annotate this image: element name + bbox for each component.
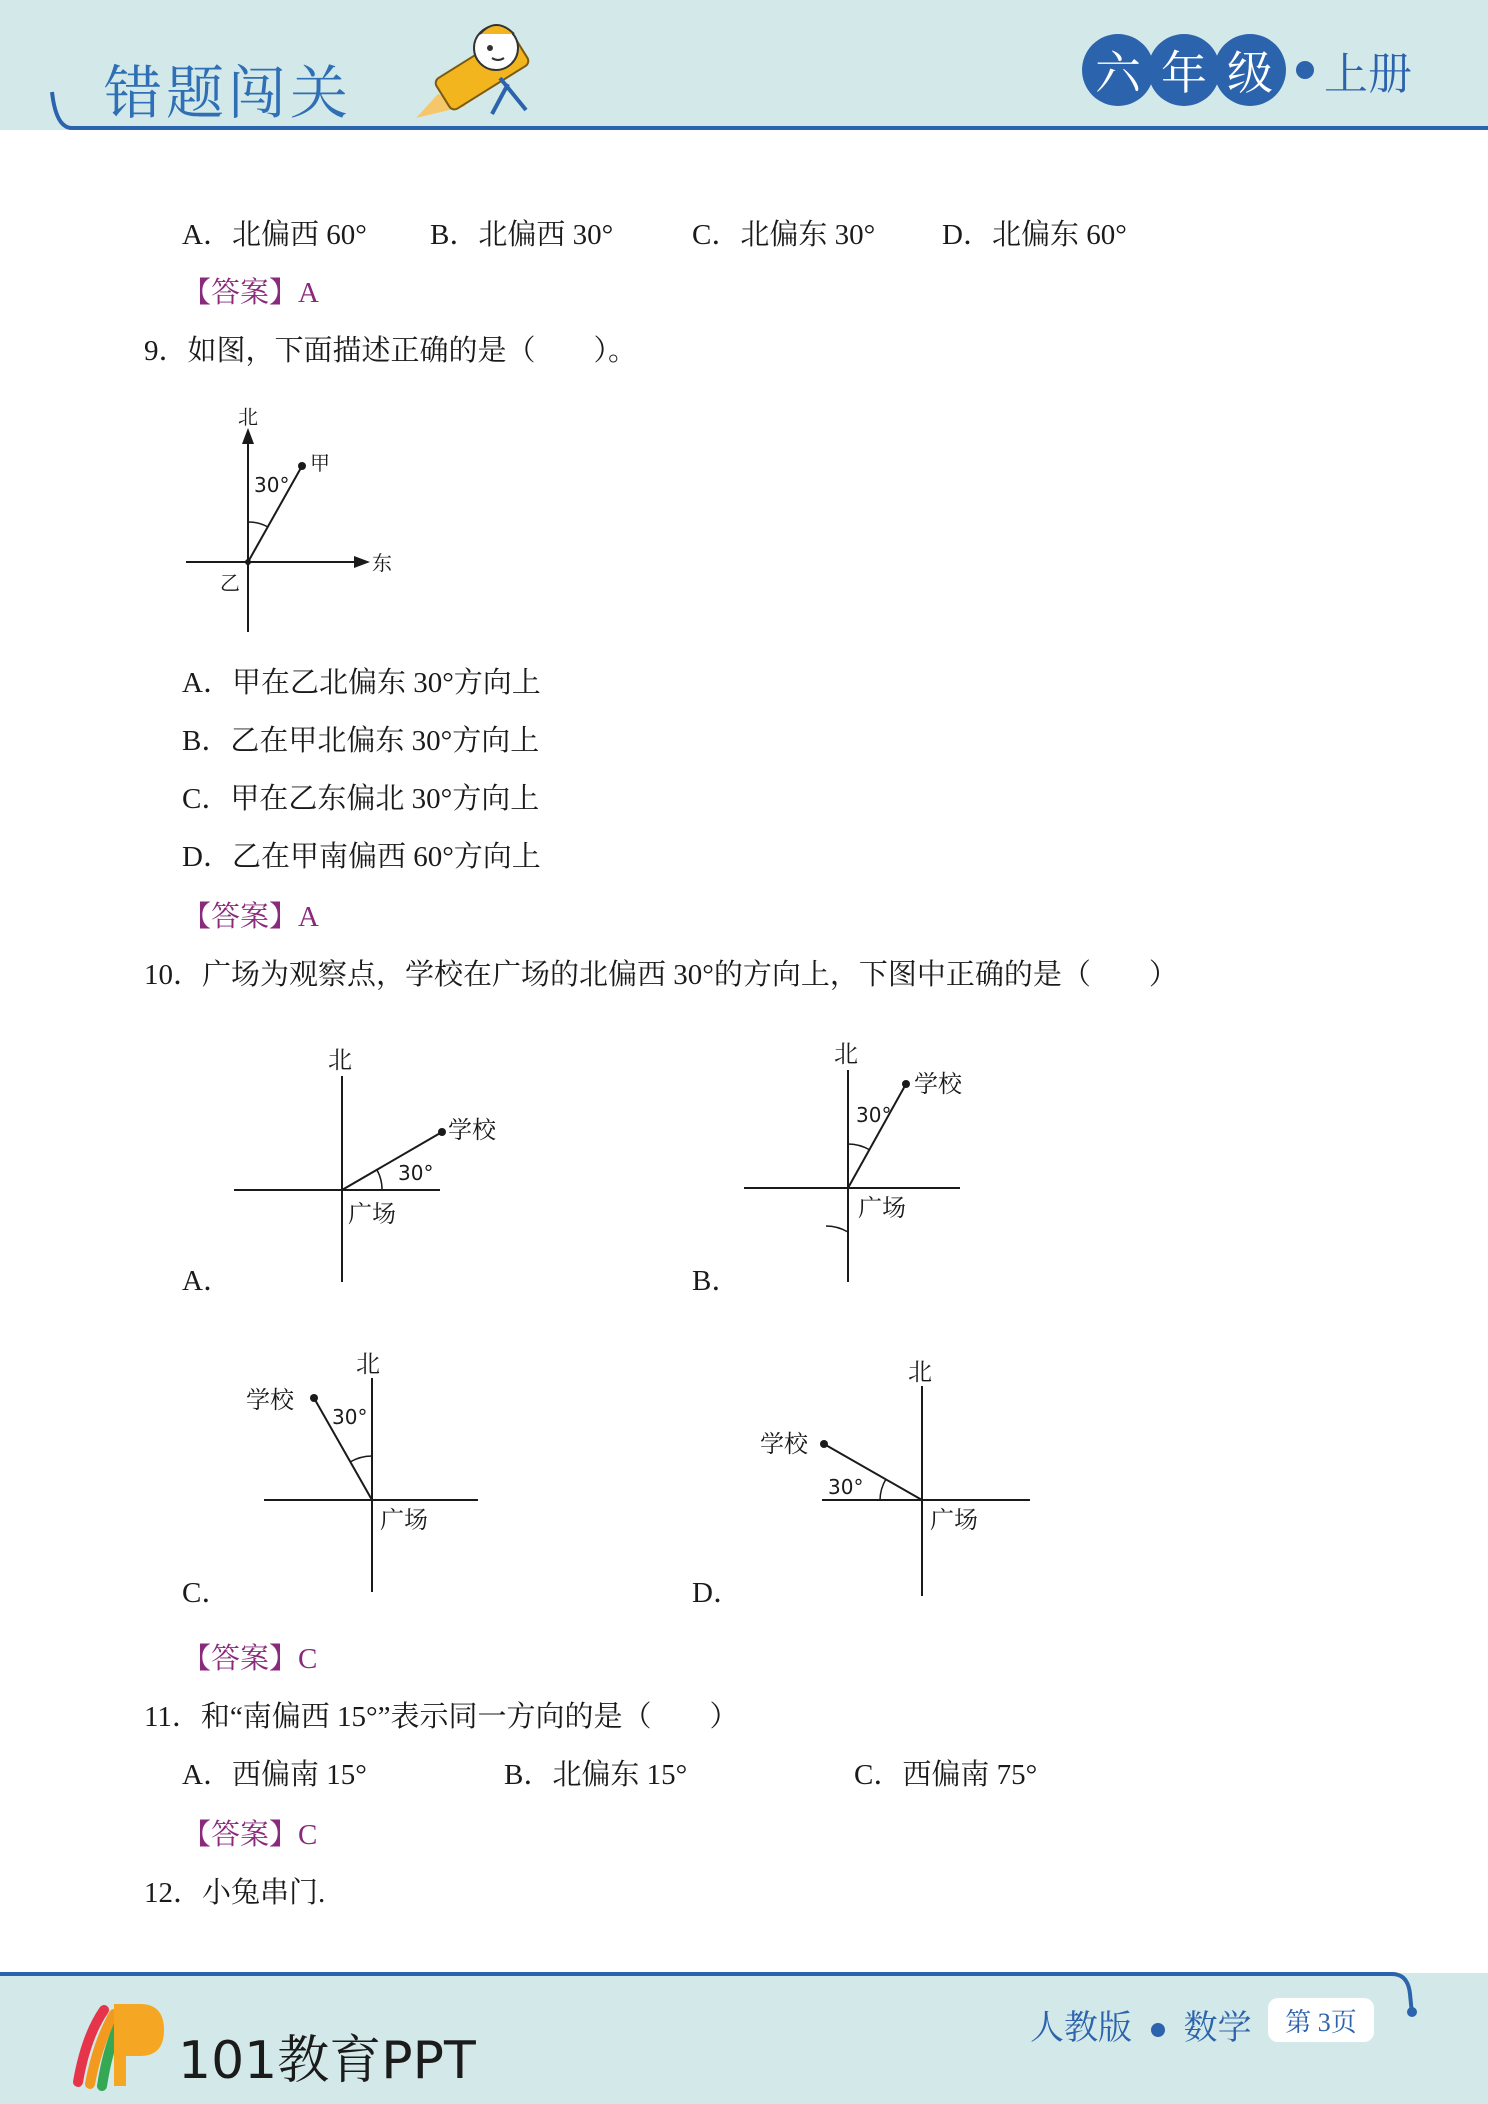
q10d-target-label: 学校 (760, 1430, 808, 1458)
q8-option-a: A．北偏西 60° (182, 219, 367, 251)
q10a-north-label: 北 (328, 1046, 352, 1074)
q11-answer: 【答案】C (182, 1819, 318, 1851)
brand-logo-text: 101教育PPT (178, 2031, 476, 2091)
q9-direction-figure (176, 404, 396, 638)
q9-angle-label: 30° (254, 473, 290, 497)
q9-option-b: B．乙在甲北偏东 30°方向上 (182, 725, 540, 757)
q11-option-a: A．西偏南 15° (182, 1759, 367, 1791)
q10c-angle-label: 30° (332, 1405, 368, 1429)
q10-stem: 10．广场为观察点，学校在广场的北偏西 30°的方向上，下图中正确的是（ ） (144, 959, 1178, 991)
q10c-target-label: 学校 (246, 1386, 294, 1414)
dot-icon (1151, 2023, 1165, 2037)
dot-icon (1296, 61, 1314, 79)
q12-stem: 12．小兔串门. (144, 1877, 326, 1909)
q11-option-c: C．西偏南 75° (854, 1759, 1038, 1791)
q10a-angle-label: 30° (398, 1161, 434, 1185)
q10-figure-d (756, 1350, 1036, 1600)
page-number: 第 3页 (1268, 1998, 1374, 2042)
q10b-origin-label: 广场 (858, 1194, 906, 1222)
q8-answer: 【答案】A (182, 277, 319, 309)
q10d-angle-label: 30° (828, 1475, 864, 1499)
footer-edition (1030, 2000, 1252, 2049)
brand-logo-icon (68, 1996, 168, 2092)
pencil-mascot-icon (408, 14, 548, 124)
q10c-origin-label: 广场 (380, 1506, 428, 1534)
q9-north-label: 北 (238, 405, 258, 429)
q9-option-c: C．甲在乙东偏北 30°方向上 (182, 783, 540, 815)
grade-char: 年 (1148, 34, 1220, 106)
q11-option-b: B．北偏东 15° (504, 1759, 688, 1791)
q11-stem: 11．和“南偏西 15°”表示同一方向的是（ ） (144, 1701, 739, 1733)
q10d-origin-label: 广场 (930, 1506, 978, 1534)
q10b-north-label: 北 (834, 1040, 858, 1068)
q10-figure-c (240, 1346, 500, 1596)
q10-figure-b (734, 1032, 994, 1286)
page-title: 错题闯关 (104, 59, 353, 127)
q10a-target-label: 学校 (448, 1116, 496, 1144)
q9-stem: 9．如图，下面描述正确的是（ ）。 (144, 335, 638, 367)
q9-option-a: A．甲在乙北偏东 30°方向上 (182, 667, 541, 699)
q9-origin-label: 乙 (220, 571, 240, 595)
edition-label: 人教版 (1030, 2008, 1132, 2048)
grade-char: 级 (1214, 34, 1286, 106)
q8-option-d: D．北偏东 60° (942, 219, 1127, 251)
q10-option-b: B． (692, 1265, 741, 1297)
subject-label: 数学 (1183, 2008, 1252, 2048)
q10-option-a: A． (182, 1265, 232, 1297)
q10d-north-label: 北 (908, 1358, 932, 1386)
q10-answer: 【答案】C (182, 1643, 318, 1675)
q10-option-d: D． (692, 1577, 742, 1609)
footer-divider (0, 1960, 1488, 2020)
q10b-target-label: 学校 (914, 1070, 962, 1098)
volume-label: 上册 (1324, 49, 1412, 100)
q9-east-label: 东 (372, 551, 392, 575)
q9-option-d: D．乙在甲南偏西 60°方向上 (182, 841, 541, 873)
grade-char: 六 (1082, 34, 1154, 106)
q10b-angle-label: 30° (856, 1103, 892, 1127)
q8-option-c: C．北偏东 30° (692, 219, 876, 251)
q10-figure-a (224, 1036, 514, 1286)
q9-answer: 【答案】A (182, 901, 319, 933)
q10-option-c: C． (182, 1577, 231, 1609)
q9-point-label: 甲 (310, 451, 330, 475)
grade-badge (1082, 34, 1412, 106)
q10a-origin-label: 广场 (348, 1200, 396, 1228)
q10c-north-label: 北 (356, 1350, 380, 1378)
q8-option-b: B．北偏西 30° (430, 219, 614, 251)
